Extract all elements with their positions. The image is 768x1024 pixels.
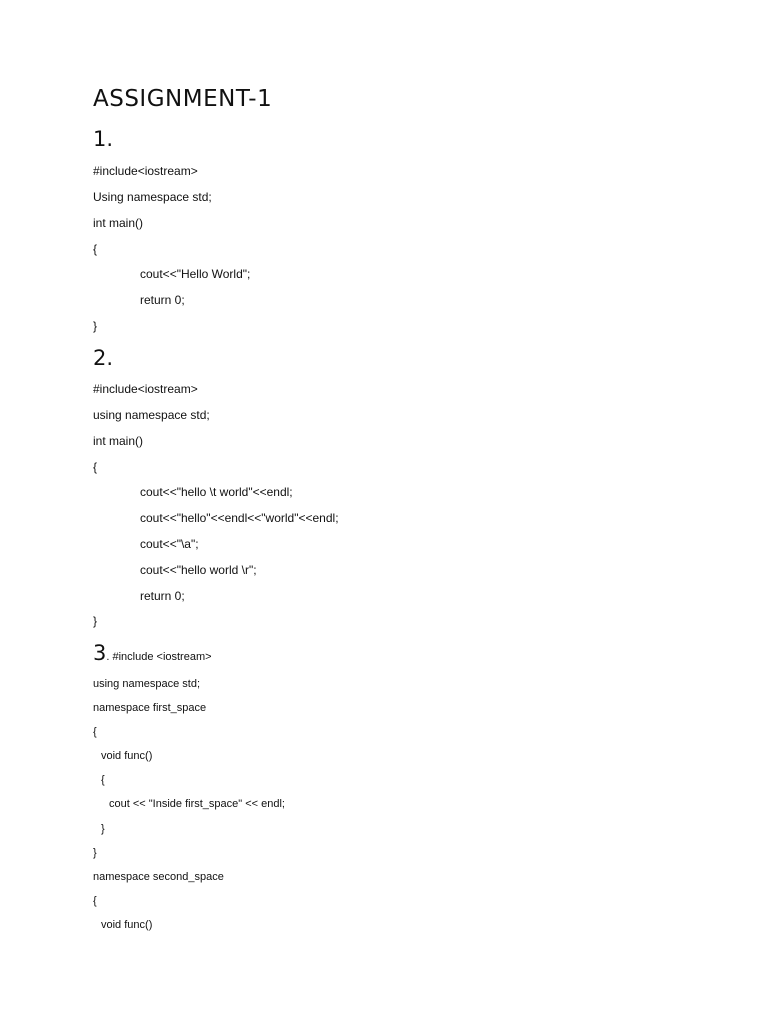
- code-line: }: [93, 614, 98, 628]
- code-line: Using namespace std;: [93, 190, 212, 204]
- code-line: cout<<"hello world \r";: [140, 563, 257, 577]
- code-line: {: [93, 242, 98, 256]
- code-line: using namespace std;: [93, 408, 210, 422]
- code-line: return 0;: [140, 589, 185, 603]
- document-title: ASSIGNMENT-1: [93, 86, 273, 112]
- code-line: }: [93, 847, 97, 859]
- code-line: cout<<"Hello World";: [140, 267, 251, 281]
- code-line: void func(): [101, 919, 153, 931]
- code-line: . #include <iostream>: [106, 651, 212, 663]
- code-line: int main(): [93, 434, 144, 448]
- code-line: cout<<"hello"<<endl<<"world"<<endl;: [140, 511, 339, 525]
- code-line: namespace second_space: [93, 871, 224, 883]
- code-line: int main(): [93, 216, 144, 230]
- code-line: {: [101, 774, 105, 786]
- code-line: {: [93, 460, 98, 474]
- code-line: #include<iostream>: [93, 382, 198, 396]
- code-line: }: [101, 823, 105, 835]
- code-line: void func(): [101, 750, 153, 762]
- section-1-number: 1.: [93, 127, 114, 151]
- section-3-number: 3: [93, 641, 107, 665]
- code-line: return 0;: [140, 293, 185, 307]
- code-line: cout << "Inside first_space" << endl;: [109, 798, 285, 810]
- code-line: #include<iostream>: [93, 164, 198, 178]
- code-line: {: [93, 726, 97, 738]
- code-line: namespace first_space: [93, 702, 207, 714]
- code-line: cout<<"\a";: [140, 537, 199, 551]
- code-line: }: [93, 319, 98, 333]
- section-2-number: 2.: [93, 346, 114, 370]
- section-3-heading: [93, 641, 212, 665]
- code-line: {: [93, 895, 97, 907]
- code-line: cout<<"hello \t world"<<endl;: [140, 485, 293, 499]
- code-line: using namespace std;: [93, 678, 201, 690]
